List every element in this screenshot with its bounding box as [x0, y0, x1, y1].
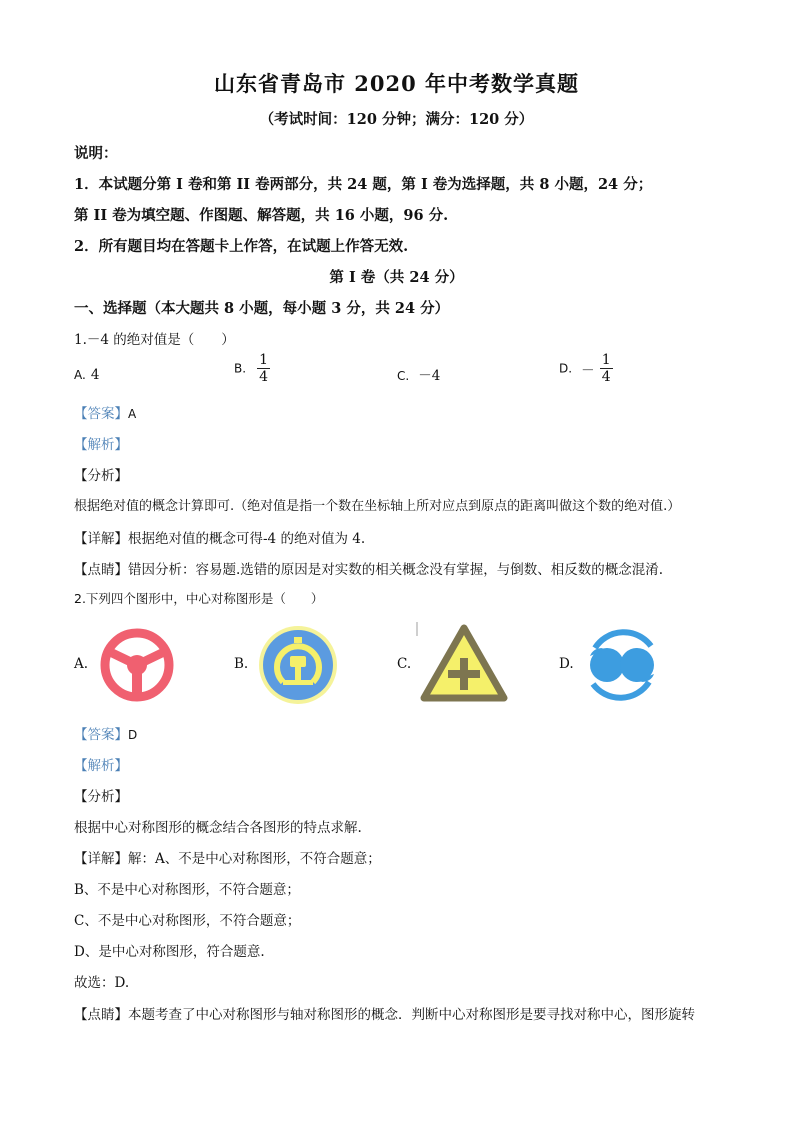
option-value: －4 [418, 368, 441, 384]
q2-xiangjie-line-3: C、不是中心对称图形，不符合题意； [74, 913, 301, 929]
q2-fenxi-tag: 【分析】 [74, 789, 128, 805]
part-title: 一、选择题（本大题共 8 小题，每小题 3 分，共 24 分） [74, 300, 450, 317]
page-title: 山东省青岛市 2020 年中考数学真题 [213, 71, 580, 96]
fraction [257, 352, 270, 385]
answer-value: A [128, 407, 137, 421]
xiangjie-tag: 【详解】 [74, 851, 128, 867]
q1-option-a [74, 364, 100, 383]
q1-option-b [234, 352, 270, 385]
fraction [600, 352, 613, 385]
stray-mark [416, 622, 418, 636]
xiangjie-text: 解：A、不是中心对称图形，不符合题意； [128, 851, 381, 867]
denominator: 4 [259, 369, 269, 385]
q2-conclusion: 故选：D. [74, 975, 130, 991]
dianjing-text: 错因分析：容易题.选错的原因是对实数的相关概念没有掌握，与倒数、相反数的概念混淆. [128, 562, 664, 578]
q1-fenxi-text: 根据绝对值的概念计算即可.（绝对值是指一个数在坐标轴上所对应点到原点的距离叫做这个数的绝对值.） [74, 499, 681, 514]
instructions-line-3: 2．所有题目均在答题卡上作答，在试题上作答无效. [74, 238, 409, 255]
q2-dianjing [74, 1003, 695, 1023]
double-circle-logo-icon [583, 626, 661, 704]
q1-dianjing [74, 558, 663, 578]
minus-sign: － [581, 362, 595, 379]
xiangjie-tag: 【详解】 [74, 531, 128, 547]
steering-wheel-icon [98, 626, 176, 704]
question-2-stem: 2.下列四个图形中，中心对称图形是（ ） [74, 591, 324, 606]
q2-analysis-tag: 【解析】 [74, 758, 128, 774]
q1-xiangjie [74, 527, 365, 547]
warning-cross-triangle-icon [420, 624, 508, 704]
q1-option-d [559, 352, 613, 385]
numerator: 1 [601, 352, 611, 368]
q2-xiangjie-line-4: D、是中心对称图形，符合题意. [74, 944, 265, 960]
q2-xiangjie-line-2: B、不是中心对称图形，不符合题意； [74, 882, 300, 898]
q2-answer [74, 723, 137, 743]
q2-fenxi-text: 根据中心对称图形的概念结合各图形的特点求解. [74, 820, 362, 836]
option-label: A. [74, 368, 86, 382]
q1-analysis-tag: 【解析】 [74, 437, 128, 453]
dianjing-text: 本题考查了中心对称图形与轴对称图形的概念．判断中心对称图形是要寻找对称中心，图形旋转 [128, 1007, 695, 1023]
option-label: D. [559, 361, 573, 376]
answer-tag: 【答案】 [74, 727, 128, 743]
volume-title: 第 I 卷（共 24 分） [329, 269, 464, 286]
q1-answer [74, 402, 136, 422]
instructions-line-1: 1．本试题分第 I 卷和第 II 卷两部分，共 24 题，第 I 卷为选择题，共 8 小题，24 分； [74, 176, 653, 193]
numerator: 1 [259, 352, 269, 368]
q2-option-b-label: B. [234, 656, 249, 672]
exam-info: （考试时间：120 分钟；满分：120 分） [259, 111, 534, 128]
railway-logo-icon [257, 624, 339, 706]
dianjing-tag: 【点睛】 [74, 1007, 128, 1023]
instructions-heading: 说明： [74, 145, 118, 162]
answer-tag: 【答案】 [74, 406, 128, 422]
q1-option-c [397, 364, 440, 384]
q2-option-a-label: A. [74, 656, 89, 672]
q2-xiangjie-line-1 [74, 847, 381, 867]
instructions-line-2: 第 II 卷为填空题、作图题、解答题，共 16 小题，96 分. [74, 207, 449, 224]
q2-option-d-label: D. [559, 656, 574, 672]
dianjing-tag: 【点睛】 [74, 562, 128, 578]
option-label: B. [234, 361, 247, 376]
q1-fenxi-tag: 【分析】 [74, 468, 128, 484]
xiangjie-text: 根据绝对值的概念可得-4 的绝对值为 4. [128, 531, 366, 547]
q2-option-c-label: C. [397, 656, 412, 672]
denominator: 4 [601, 369, 611, 385]
option-label: C. [397, 369, 410, 383]
question-1-stem: 1.－4 的绝对值是（ ） [74, 332, 235, 348]
answer-value: D [128, 728, 138, 742]
option-value: 4 [90, 367, 100, 383]
